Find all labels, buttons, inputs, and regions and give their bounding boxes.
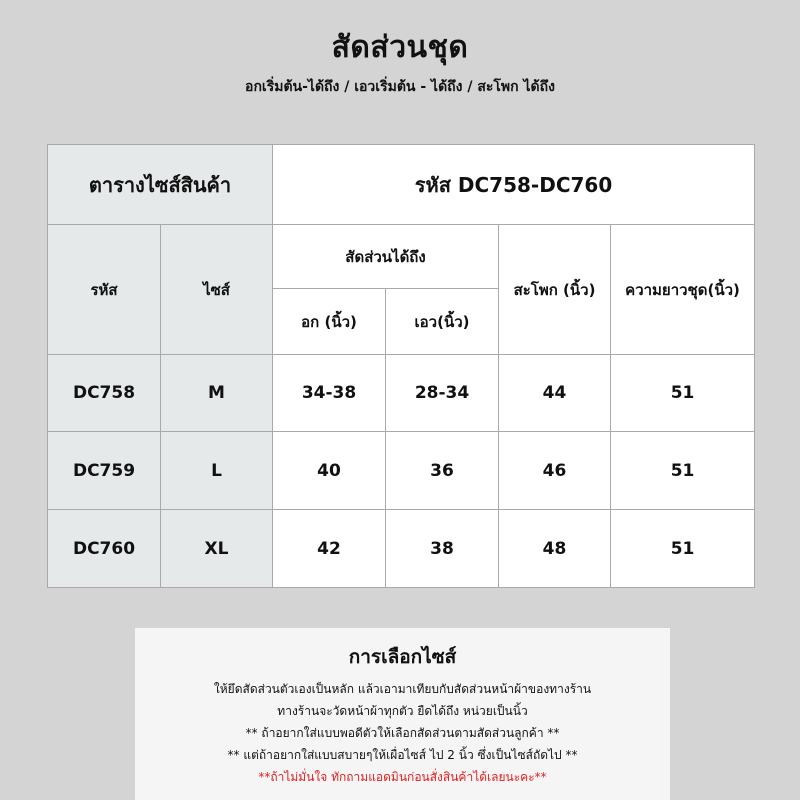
row-code: DC760 xyxy=(48,510,161,588)
table-row xyxy=(48,432,755,510)
column-header-hip: สะโพก (นิ้ว) xyxy=(499,225,611,355)
row-hip: 46 xyxy=(499,432,611,510)
size-table xyxy=(47,144,755,588)
row-length: 51 xyxy=(611,355,755,432)
row-size: L xyxy=(161,432,273,510)
column-header-chest: อก (นิ้ว) xyxy=(273,289,386,355)
note-line: ** ถ้าอยากใส่แบบพอดีตัวให้เลือกสัดส่วนตามสัดส่วนลูกค้า ** xyxy=(245,726,560,740)
row-length: 51 xyxy=(611,432,755,510)
row-code: DC759 xyxy=(48,432,161,510)
page-subtitle: อกเริ่มต้น-ได้ถึง / เอวเริ่มต้น - ได้ถึง / สะโพก ได้ถึง xyxy=(245,79,555,95)
row-hip: 48 xyxy=(499,510,611,588)
row-waist: 28-34 xyxy=(386,355,499,432)
note-line: ** แต่ถ้าอยากใส่แบบสบายๆให้เผื่อไซส์ ไป 2 นิ้ว ซึ่งเป็นไซส์ถัดไป ** xyxy=(227,748,578,762)
table-row xyxy=(48,355,755,432)
row-size: M xyxy=(161,355,273,432)
column-header-size: ไซส์ xyxy=(161,225,273,355)
note-line: ให้ยึดสัดส่วนตัวเองเป็นหลัก แล้วเอามาเทียบกับสัดส่วนหน้าผ้าของทางร้าน xyxy=(213,682,592,696)
row-waist: 36 xyxy=(386,432,499,510)
note-line: ทางร้านจะวัดหน้าผ้าทุกตัว ยืดได้ถึง หน่วยเป็นนิ้ว xyxy=(277,704,528,718)
row-chest: 34-38 xyxy=(273,355,386,432)
column-group-measurements: สัดส่วนได้ถึง xyxy=(273,225,499,289)
row-length: 51 xyxy=(611,510,755,588)
row-waist: 38 xyxy=(386,510,499,588)
size-chart-title: ตารางไซส์สินค้า xyxy=(48,145,273,225)
column-header-waist: เอว(นิ้ว) xyxy=(386,289,499,355)
row-chest: 42 xyxy=(273,510,386,588)
row-code: DC758 xyxy=(48,355,161,432)
table-row xyxy=(48,510,755,588)
column-header-code: รหัส xyxy=(48,225,161,355)
row-size: XL xyxy=(161,510,273,588)
row-hip: 44 xyxy=(499,355,611,432)
note-warning: **ถ้าไม่มั่นใจ ทักถามแอดมินก่อนสั่งสินค้าได้เลยนะคะ** xyxy=(258,770,547,784)
column-header-length: ความยาวชุด(นิ้ว) xyxy=(611,225,755,355)
size-selection-note xyxy=(135,628,670,800)
page-title: สัดส่วนชุด xyxy=(331,30,469,65)
row-chest: 40 xyxy=(273,432,386,510)
note-title: การเลือกไซส์ xyxy=(348,646,457,668)
product-code-range: รหัส DC758-DC760 xyxy=(273,145,755,225)
